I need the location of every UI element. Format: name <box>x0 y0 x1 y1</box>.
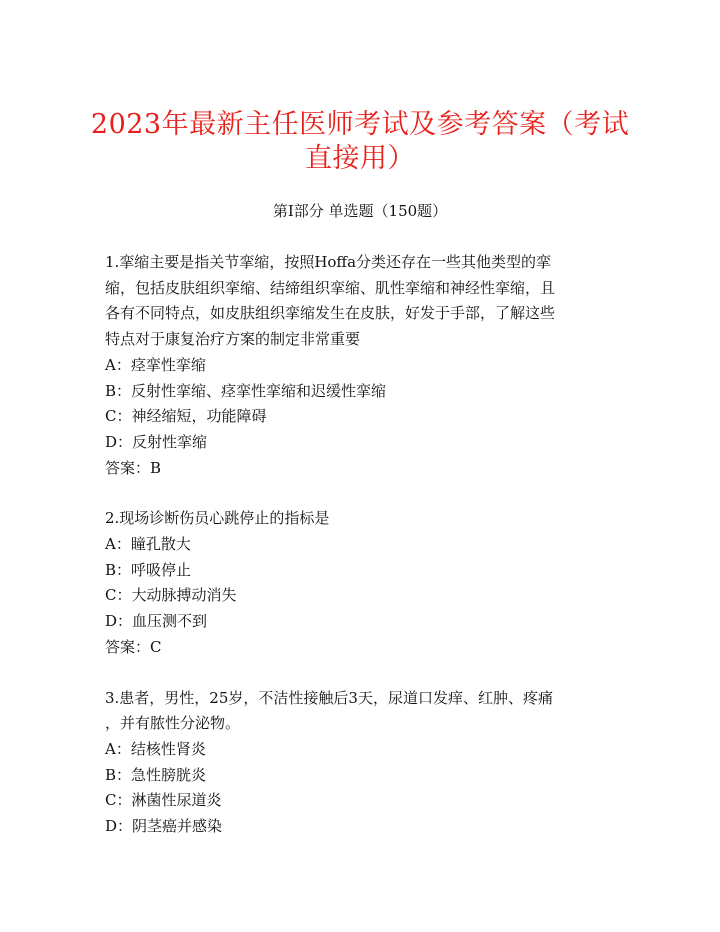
stem-line: 特点对于康复治疗方案的制定非常重要 <box>105 330 361 349</box>
stem-line: 缩，包括皮肤组织挛缩、结缔组织挛缩、肌性挛缩和神经性挛缩，且 <box>105 278 556 297</box>
question-stem <box>105 686 615 737</box>
stem-line: 3.患者，男性，25岁，不洁性接触后3天，尿道口发痒、红肿、疼痛 <box>105 688 553 707</box>
option-b: B：呼吸停止 <box>105 560 192 579</box>
question-stem <box>105 250 615 353</box>
question-stem <box>105 506 615 532</box>
answer: 答案：C <box>105 637 162 656</box>
option-c: C：大动脉搏动消失 <box>105 586 237 605</box>
document-title <box>40 108 680 176</box>
option-a: A：痉挛性挛缩 <box>105 355 206 374</box>
stem-line: 2.现场诊断伤员心跳停止的指标是 <box>105 509 330 528</box>
option-b: B：急性膀胱炎 <box>105 765 207 784</box>
stem-line: 1.挛缩主要是指关节挛缩，按照Hoffa分类还存在一些其他类型的挛 <box>105 253 552 271</box>
stem-line: 各有不同特点，如皮肤组织挛缩发生在皮肤，好发于手部，了解这些 <box>105 304 556 323</box>
question-list <box>105 250 615 865</box>
option-c: C：神经缩短，功能障碍 <box>105 407 267 426</box>
section-heading: 第Ⅰ部分 单选题（150题） <box>272 202 448 220</box>
option-b: B：反射性挛缩、痉挛性挛缩和迟缓性挛缩 <box>105 381 387 400</box>
title-line-2: 直接用） <box>305 143 415 174</box>
option-d: D：血压测不到 <box>105 612 208 631</box>
option-c: C：淋菌性尿道炎 <box>105 791 222 810</box>
option-d: D：反射性挛缩 <box>105 432 208 451</box>
question-2 <box>105 506 615 660</box>
answer: 答案：B <box>105 458 162 477</box>
option-a: A：结核性肾炎 <box>105 739 206 758</box>
question-1 <box>105 250 615 481</box>
question-3 <box>105 686 615 840</box>
title-line-1: 2023年最新主任医师考试及参考答案（考试 <box>90 109 630 140</box>
option-a: A：瞳孔散大 <box>105 535 191 554</box>
option-d: D：阴茎癌并感染 <box>105 817 223 836</box>
stem-line: ，并有脓性分泌物。 <box>105 714 241 733</box>
